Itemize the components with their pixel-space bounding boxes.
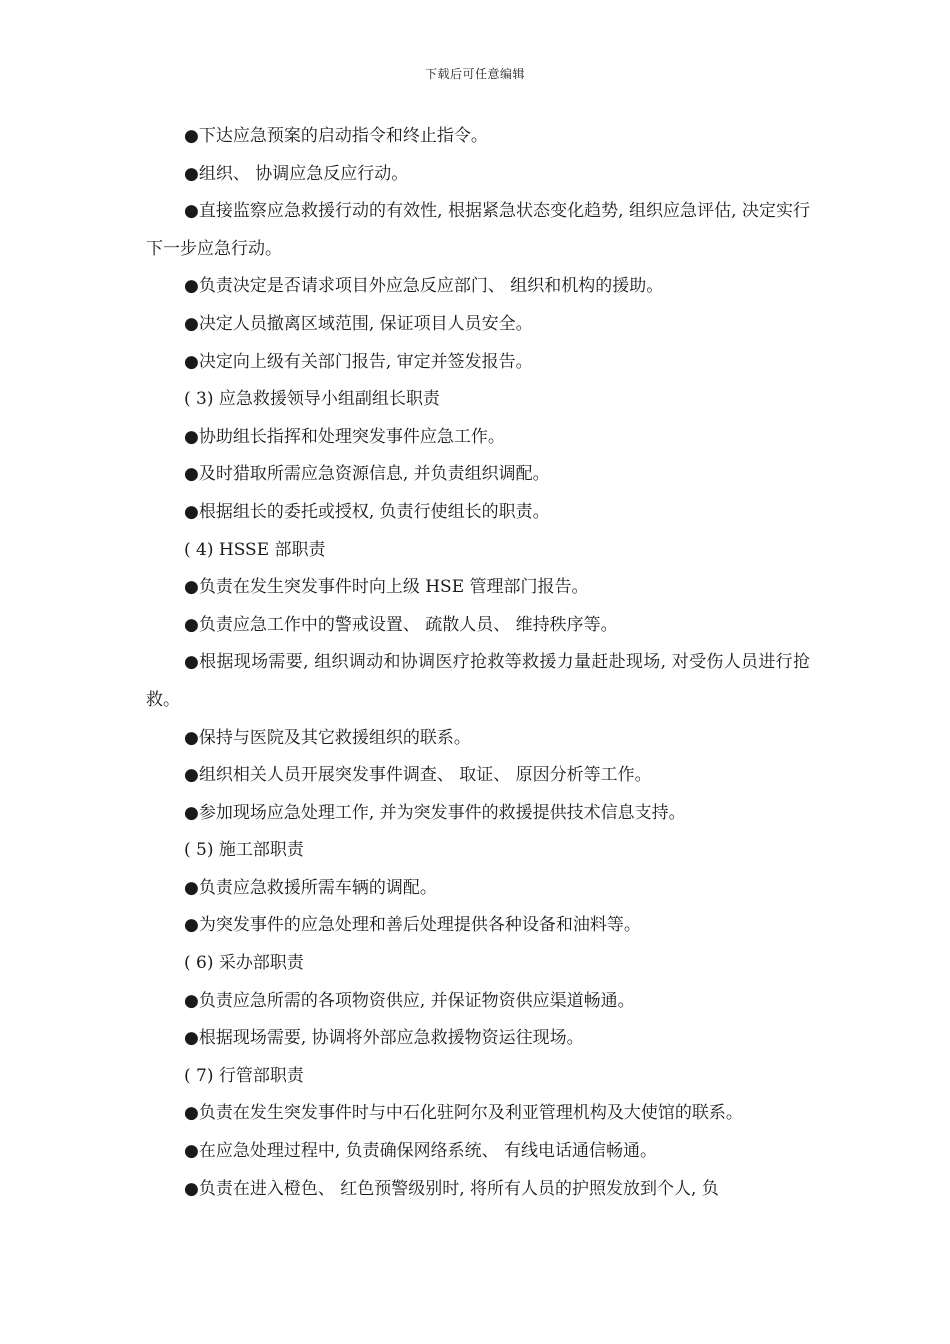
- page-header-note: 下载后可任意编辑: [424, 67, 525, 81]
- paragraph: ●根据现场需要, 协调将外部应急救援物资运往现场。: [184, 1028, 584, 1049]
- document-body: [146, 118, 810, 1208]
- section-heading: ( 6) 采办部职责: [184, 953, 304, 974]
- paragraph: ●组织、 协调应急反应行动。: [184, 163, 409, 184]
- paragraph: ●组织相关人员开展突发事件调查、 取证、 原因分析等工作。: [184, 765, 652, 786]
- paragraph: ●直接监察应急救援行动的有效性, 根据紧急状态变化趋势, 组织应急评估, 决定实行下一步应急行动。: [146, 201, 810, 259]
- paragraph: ●负责在发生突发事件时向上级 HSE 管理部门报告。: [184, 577, 589, 598]
- paragraph: ●负责应急救援所需车辆的调配。: [184, 877, 437, 898]
- section-heading: ( 4) HSSE 部职责: [184, 539, 326, 560]
- paragraph: ●及时猎取所需应急资源信息, 并负责组织调配。: [184, 464, 550, 485]
- paragraph: ●负责在进入橙色、 红色预警级别时, 将所有人员的护照发放到个人, 负: [184, 1178, 719, 1199]
- section-heading: ( 5) 施工部职责: [184, 840, 304, 861]
- paragraph: ●为突发事件的应急处理和善后处理提供各种设备和油料等。: [184, 915, 641, 936]
- section-heading: ( 7) 行管部职责: [184, 1065, 304, 1086]
- paragraph: ●根据现场需要, 组织调动和协调医疗抢救等救援力量赶赴现场, 对受伤人员进行抢救。: [146, 652, 810, 710]
- paragraph: ●负责决定是否请求项目外应急反应部门、 组织和机构的援助。: [184, 276, 664, 297]
- section-heading: ( 3) 应急救援领导小组副组长职责: [184, 389, 440, 410]
- paragraph: ●协助组长指挥和处理突发事件应急工作。: [184, 426, 505, 447]
- paragraph: ●根据组长的委托或授权, 负责行使组长的职责。: [184, 501, 550, 522]
- paragraph: ●决定向上级有关部门报告, 审定并签发报告。: [184, 351, 533, 372]
- paragraph: ●在应急处理过程中, 负责确保网络系统、 有线电话通信畅通。: [184, 1141, 658, 1162]
- paragraph: ●负责应急工作中的警戒设置、 疏散人员、 维持秩序等。: [184, 614, 618, 635]
- paragraph: ●参加现场应急处理工作, 并为突发事件的救援提供技术信息支持。: [184, 802, 686, 823]
- paragraph: ●负责应急所需的各项物资供应, 并保证物资供应渠道畅通。: [184, 990, 635, 1011]
- paragraph: ●下达应急预案的启动指令和终止指令。: [184, 126, 488, 146]
- paragraph: ●决定人员撤离区域范围, 保证项目人员安全。: [184, 313, 533, 334]
- paragraph: ●负责在发生突发事件时与中石化驻阿尔及利亚管理机构及大使馆的联系。: [184, 1103, 743, 1124]
- paragraph: ●保持与医院及其它救援组织的联系。: [184, 727, 471, 748]
